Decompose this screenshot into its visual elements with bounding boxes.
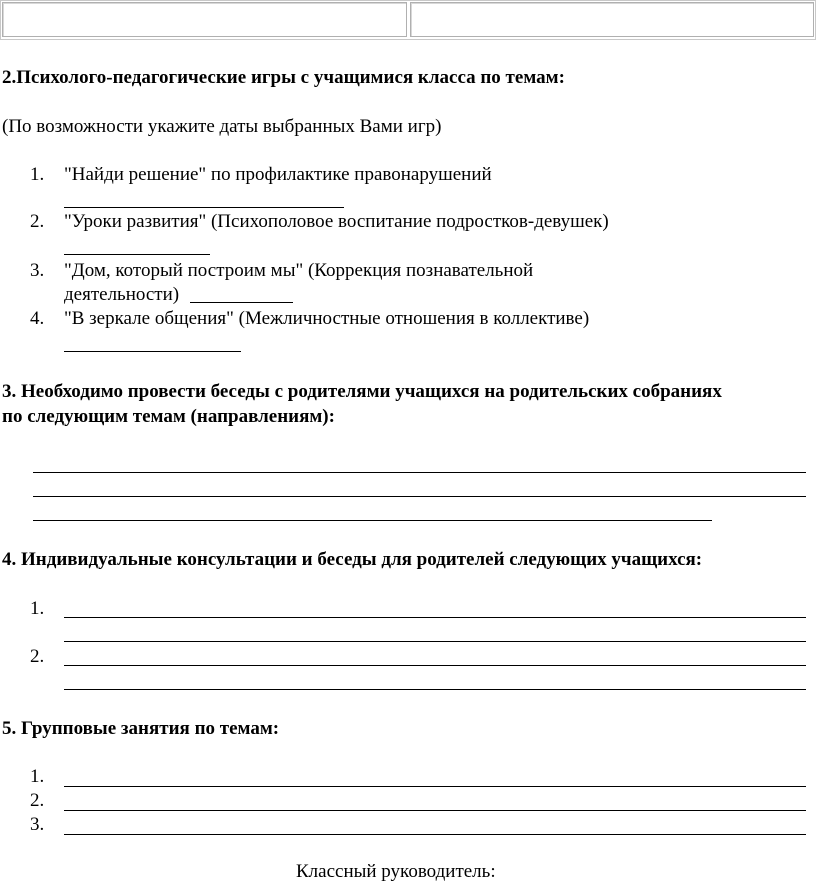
section2-item-1-text: "Найди решение" по профилактике правонарушений	[64, 164, 492, 185]
section2-item-4-text: "В зеркале общения" (Межличностные отношения в коллективе)	[64, 308, 590, 329]
section3-answer-line-3[interactable]	[33, 520, 712, 521]
section2-item-3-text: "Дом, который построим мы" (Коррекция познавательной	[64, 260, 534, 281]
section4-heading: 4. Индивидуальные консультации и беседы для родителей следующих учащихся:	[2, 549, 703, 570]
section3-answer-line-2[interactable]	[33, 496, 806, 497]
section2-note: (По возможности укажите даты выбранных Вами игр)	[2, 116, 442, 137]
section4-item-1-line-1[interactable]	[64, 617, 806, 618]
header-table-cell-left[interactable]	[2, 2, 407, 37]
section4-item-2-line-2[interactable]	[64, 689, 806, 690]
section2-item-3-text-cont: деятельности)	[64, 284, 180, 305]
section5-item-2-line[interactable]	[64, 810, 806, 811]
section5-item-1-number: 1.	[30, 766, 45, 787]
section3-heading-line1: 3. Необходимо провести беседы с родителями учащихся на родительских собраниях	[2, 381, 722, 402]
section2-item-2-number: 2.	[30, 211, 45, 232]
section5-item-3-number: 3.	[30, 814, 45, 835]
section3-heading-line2: по следующим темам (направлениям):	[2, 406, 335, 427]
section5-item-3-line[interactable]	[64, 834, 806, 835]
header-table-cell-right[interactable]	[410, 2, 814, 37]
section2-item-3-number: 3.	[30, 260, 45, 281]
section2-item-4-date-field[interactable]	[64, 351, 241, 352]
header-table	[0, 0, 816, 40]
section4-item-1-number: 1.	[30, 598, 45, 619]
section2-item-1-date-field[interactable]	[64, 207, 344, 208]
section3-answer-line-1[interactable]	[33, 472, 806, 473]
section2-item-2-text: "Уроки развития" (Психополовое воспитание подростков-девушек)	[64, 211, 609, 232]
section2-heading: 2.Психолого-педагогические игры с учащимися класса по темам:	[2, 67, 565, 88]
section2-item-2-date-field[interactable]	[64, 254, 210, 255]
section2-item-3-date-field[interactable]	[190, 302, 293, 303]
section5-item-2-number: 2.	[30, 790, 45, 811]
section5-item-1-line[interactable]	[64, 786, 806, 787]
section2-item-1-number: 1.	[30, 164, 45, 185]
section5-heading: 5. Групповые занятия по темам:	[2, 718, 280, 739]
signature-label: Классный руководитель:	[296, 861, 496, 882]
section4-item-2-line-1[interactable]	[64, 665, 806, 666]
section2-item-4-number: 4.	[30, 308, 45, 329]
section4-item-2-number: 2.	[30, 646, 45, 667]
section4-item-1-line-2[interactable]	[64, 641, 806, 642]
